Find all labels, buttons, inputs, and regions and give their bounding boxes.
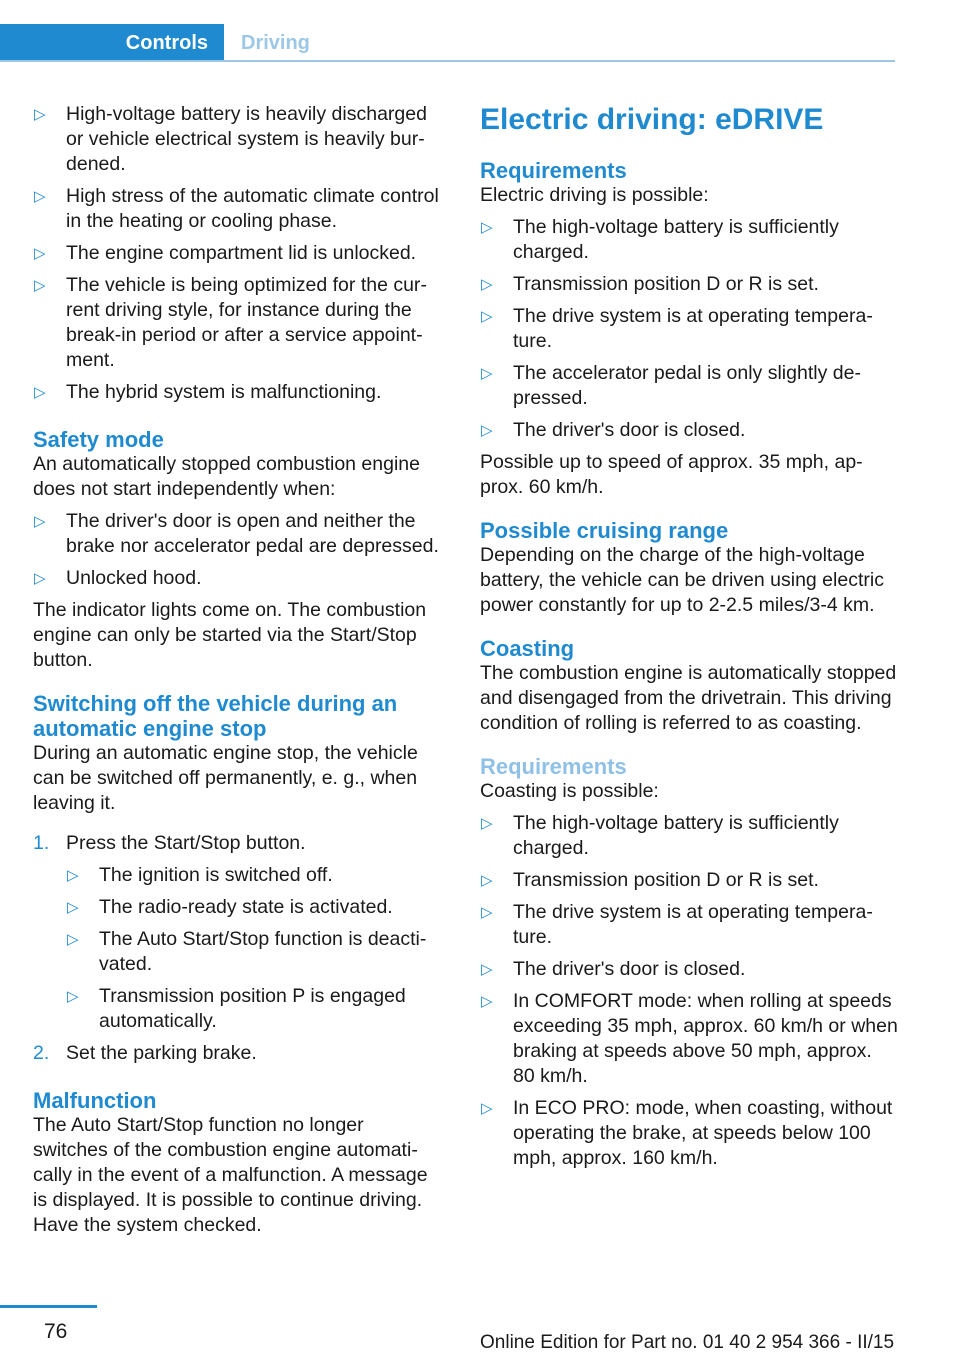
bullet-triangle-icon: ▷: [67, 867, 79, 884]
list-item: [480, 418, 898, 443]
footer-rule: [0, 1305, 97, 1308]
malfunction-heading: Malfunction: [33, 1088, 157, 1113]
step-1-bullets: [66, 863, 443, 1034]
list-item-text: The driver's door is closed.: [513, 419, 746, 441]
step-1-number: 1.: [33, 832, 50, 854]
list-item: [480, 957, 898, 982]
list-item-text: The ignition is switched off.: [99, 864, 333, 886]
list-item-text: Transmission position P is engaged automatically.: [99, 985, 406, 1032]
list-item: [480, 900, 898, 950]
malfunction-text: The Auto Start/Stop function no longer switches of the combustion engine automatically in the event of a malfunction. A message is displayed. It is possible to continue driving. Have the system checked.: [33, 1114, 428, 1236]
list-item: [480, 811, 898, 861]
list-item-text: High-voltage battery is heavily discharged or vehicle electrical system is heavily burdened.: [66, 103, 427, 175]
list-item-text: The vehicle is being optimized for the current driving style, for instance during the break-in period or after a service appointment.: [66, 274, 427, 371]
step-1: [33, 831, 443, 1034]
bullet-triangle-icon: ▷: [481, 961, 493, 978]
bullet-triangle-icon: ▷: [67, 988, 79, 1005]
cruising-range-heading: Possible cruising range: [480, 518, 729, 543]
coasting-text: The combustion engine is automatically stopped and disengaged from the drivetrain. This driving condition of rolling is referred to as coasting.: [480, 662, 897, 734]
list-item-text: Transmission position D or R is set.: [513, 869, 819, 891]
list-item: [33, 241, 443, 266]
list-item-text: Transmission position D or R is set.: [513, 273, 819, 295]
right-column: [480, 102, 898, 1178]
list-item: [66, 863, 443, 888]
step-1-text: Press the Start/Stop button.: [66, 832, 306, 854]
list-item: [33, 273, 443, 373]
bullet-triangle-icon: ▷: [67, 899, 79, 916]
list-item: [33, 102, 443, 177]
left-column: [33, 102, 443, 1238]
safety-mode-text: An automatically stopped combustion engine does not start independently when:: [33, 453, 420, 500]
list-item: [480, 868, 898, 893]
list-item: [480, 215, 898, 265]
step-2-number: 2.: [33, 1042, 50, 1064]
bullet-triangle-icon: ▷: [481, 276, 493, 293]
step-2-text: Set the parking brake.: [66, 1042, 257, 1064]
list-item-text: High stress of the automatic climate control in the heating or cooling phase.: [66, 185, 439, 232]
list-item-text: The Auto Start/Stop function is deactivated.: [99, 928, 427, 975]
list-item: [480, 989, 898, 1089]
requirements-text: Electric driving is possible:: [480, 184, 709, 206]
list-item: [480, 361, 898, 411]
list-item-text: In COMFORT mode: when rolling at speeds exceeding 35 mph, approx. 60 km/h or when braking at speeds above 50 mph, approx. 80 km/h.: [513, 990, 898, 1087]
list-item: [480, 304, 898, 354]
list-item: [66, 895, 443, 920]
intro-bullet-list: [33, 102, 443, 405]
bullet-triangle-icon: ▷: [481, 993, 493, 1010]
bullet-triangle-icon: ▷: [34, 570, 46, 587]
bullet-triangle-icon: ▷: [481, 815, 493, 832]
list-item: [480, 272, 898, 297]
requirements-after-text: Possible up to speed of approx. 35 mph, approx. 60 km/h.: [480, 451, 863, 498]
bullet-triangle-icon: ▷: [481, 219, 493, 236]
list-item-text: The high-voltage battery is sufficiently charged.: [513, 812, 839, 859]
bullet-triangle-icon: ▷: [481, 1100, 493, 1117]
chapter-tabbar: [0, 24, 895, 62]
step-2: [33, 1041, 443, 1066]
tab-driving[interactable]: Driving: [241, 31, 310, 54]
switch-off-steps: [33, 831, 443, 1066]
list-item-text: In ECO PRO: mode, when coasting, without operating the brake, at speeds below 100 mph, approx. 160 km/h.: [513, 1097, 893, 1169]
list-item: [33, 184, 443, 234]
coasting-bullet-list: [480, 811, 898, 1171]
list-item-text: Unlocked hood.: [66, 567, 202, 589]
requirements-heading: Requirements: [480, 158, 627, 183]
requirements-bullet-list: [480, 215, 898, 443]
list-item-text: The drive system is at operating temperature.: [513, 305, 873, 352]
switch-off-heading: Switching off the vehicle during an automatic engine stop: [33, 691, 398, 741]
bullet-triangle-icon: ▷: [34, 513, 46, 530]
list-item: [66, 927, 443, 977]
list-item: [33, 566, 443, 591]
bullet-triangle-icon: ▷: [481, 872, 493, 889]
list-item: [33, 509, 443, 559]
list-item-text: The driver's door is closed.: [513, 958, 746, 980]
bullet-triangle-icon: ▷: [481, 904, 493, 921]
bullet-triangle-icon: ▷: [481, 365, 493, 382]
bullet-triangle-icon: ▷: [34, 245, 46, 262]
tabbar-divider: [0, 60, 895, 62]
list-item: [66, 984, 443, 1034]
coasting-requirements-heading: Requirements: [480, 754, 627, 779]
bullet-triangle-icon: ▷: [481, 308, 493, 325]
coasting-heading: Coasting: [480, 636, 575, 661]
safety-bullet-list: [33, 509, 443, 591]
bullet-triangle-icon: ▷: [34, 106, 46, 123]
list-item-text: The high-voltage battery is sufficiently charged.: [513, 216, 839, 263]
tab-controls[interactable]: Controls: [0, 24, 224, 62]
bullet-triangle-icon: ▷: [481, 422, 493, 439]
bullet-triangle-icon: ▷: [34, 277, 46, 294]
cruising-range-text: Depending on the charge of the high-voltage battery, the vehicle can be driven using electric power constantly for up to 2-2.5 miles/3-4 km.: [480, 544, 884, 616]
bullet-triangle-icon: ▷: [67, 931, 79, 948]
list-item-text: The radio-ready state is activated.: [99, 896, 393, 918]
list-item-text: The engine compartment lid is unlocked.: [66, 242, 417, 264]
list-item-text: The drive system is at operating temperature.: [513, 901, 873, 948]
page-number: 76: [44, 1320, 68, 1343]
edition-footer: Online Edition for Part no. 01 40 2 954 366 - II/15: [480, 1332, 895, 1353]
safety-after-text: The indicator lights come on. The combustion engine can only be started via the Start/Stop button.: [33, 599, 427, 671]
bullet-triangle-icon: ▷: [34, 384, 46, 401]
list-item: [33, 380, 443, 405]
safety-mode-heading: Safety mode: [33, 427, 164, 452]
bullet-triangle-icon: ▷: [34, 188, 46, 205]
list-item: [480, 1096, 898, 1171]
switch-off-text: During an automatic engine stop, the vehicle can be switched off permanently, e. g., when leaving it.: [33, 742, 418, 814]
list-item-text: The hybrid system is malfunctioning.: [66, 381, 382, 403]
list-item-text: The accelerator pedal is only slightly depressed.: [513, 362, 861, 409]
coasting-requirements-text: Coasting is possible:: [480, 780, 659, 802]
edrive-title: Electric driving: eDRIVE: [480, 103, 824, 136]
list-item-text: The driver's door is open and neither the brake nor accelerator pedal are depressed.: [66, 510, 439, 557]
